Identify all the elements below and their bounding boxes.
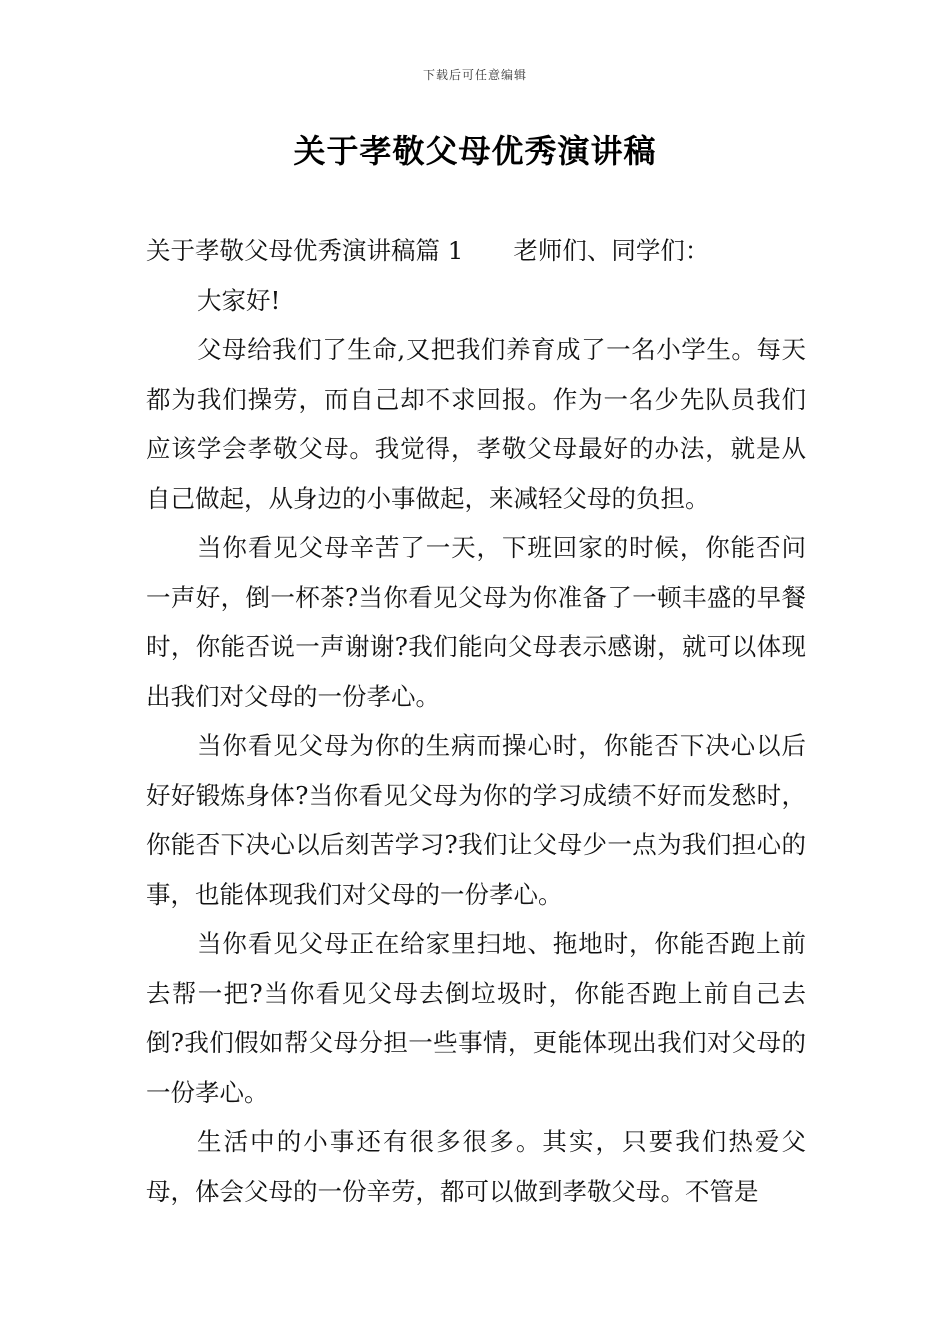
paragraph-1: 父母给我们了生命,又把我们养育成了一名小学生。每天都为我们操劳，而自己却不求回报。作为一名少先队员我们应该学会孝敬父母。我觉得，孝敬父母最好的办法，就是从自己做起，从身边的小事做起，来减轻父母的负担。 <box>146 335 806 513</box>
paragraph-3: 当你看见父母为你的生病而操心时，你能否下决心以后好好锻炼身体?当你看见父母为你的学习成绩不好而发愁时，你能否下决心以后刻苦学习?我们让父母少一点为我们担心的事，也能体现我们对父母的一份孝心。 <box>146 731 806 909</box>
header-note: 下载后可任意编辑 <box>422 68 527 82</box>
subtitle-line <box>146 226 806 276</box>
paragraph-5: 生活中的小事还有很多很多。其实，只要我们热爱父母，体会父母的一份辛劳，都可以做到孝敬父母。不管是 <box>146 1127 806 1206</box>
document-title: 关于孝敬父母优秀演讲稿 <box>293 132 657 170</box>
section-subtitle: 关于孝敬父母优秀演讲稿篇 1 <box>146 236 464 265</box>
document-body <box>146 226 806 1216</box>
paragraph-greeting: 大家好! <box>197 285 281 315</box>
paragraph-2: 当你看见父母辛苦了一天，下班回家的时候，你能否问一声好，倒一杯茶?当你看见父母为你准备了一顿丰盛的早餐时，你能否说一声谢谢?我们能向父母表示感谢，就可以体现出我们对父母的一份孝心。 <box>146 533 806 711</box>
salutation: 老师们、同学们： <box>513 236 710 265</box>
paragraph-4: 当你看见父母正在给家里扫地、拖地时，你能否跑上前去帮一把?当你看见父母去倒垃圾时，你能否跑上前自己去倒?我们假如帮父母分担一些事情，更能体现出我们对父母的一份孝心。 <box>146 929 806 1107</box>
